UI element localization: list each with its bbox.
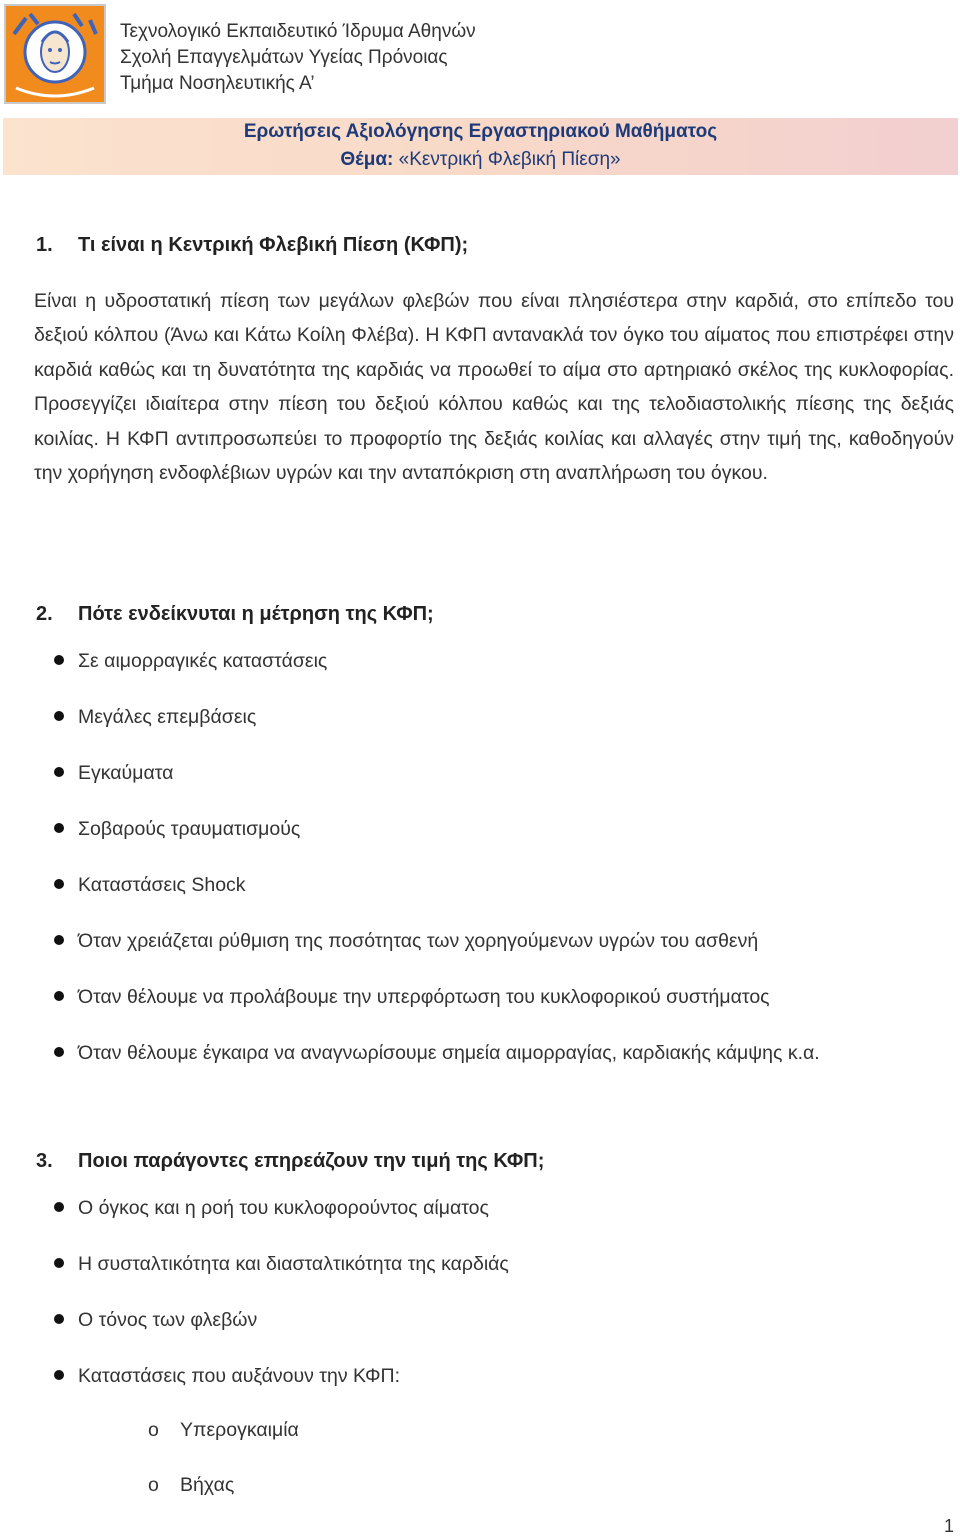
question-number: 2. [36, 603, 53, 625]
list-item [54, 1042, 820, 1065]
department-name: Τμήμα Νοσηλευτικής Α’ [120, 73, 315, 94]
sub-bullet-marker: o [148, 1419, 159, 1441]
bullet-dot [54, 1314, 64, 1324]
bullet-dot [54, 711, 64, 721]
list-item [54, 986, 770, 1009]
page-number: 1 [943, 1516, 954, 1536]
bullet-dot [54, 1047, 64, 1057]
list-item-text: Όταν χρειάζεται ρύθμιση της ποσότητας των χορηγούμενων υγρών του ασθενή [78, 930, 759, 952]
bullet-dot [54, 1370, 64, 1380]
list-item [54, 1365, 400, 1388]
list-item [54, 1197, 489, 1220]
document-topic [3, 149, 958, 171]
institution-name: Τεχνολογικό Εκπαιδευτικό Ίδρυμα Αθηνών [120, 21, 476, 42]
bullet-dot [54, 823, 64, 833]
list-item [54, 874, 246, 897]
list-item-text: Σε αιμορραγικές καταστάσεις [78, 650, 328, 672]
bullet-dot [54, 655, 64, 665]
question-text: Τι είναι η Κεντρική Φλεβική Πίεση (ΚΦΠ); [78, 234, 469, 256]
sub-list-item [148, 1419, 299, 1442]
list-item-text: Εγκαύματα [78, 762, 174, 784]
question-text: Ποιοι παράγοντες επηρεάζουν την τιμή της ΚΦΠ; [78, 1150, 545, 1172]
list-item [54, 650, 327, 673]
tei-athens-logo [4, 4, 106, 104]
answer-paragraph: Είναι η υδροστατική πίεση των μεγάλων φλεβών που είναι πλησιέστερα στην καρδιά, στο επίπεδο του δεξιού κόλπου (Άνω και Κάτω Κοίλη Φλέβα). Η ΚΦΠ αντανακλά τον όγκο του αίματος που επιστρέφει στην καρδιά καθώς και τη δυνατότητα της καρδιάς να προωθεί το αίμα στο αρτηριακό σκέλος της κυκλοφορίας. Προσεγγίζει ιδιαίτερα στην πίεση του δεξιού κόλπου καθώς και της τελοδιαστολικής πίεσης της δεξιάς κοιλίας. Η ΚΦΠ αντιπροσωπεύει το προφορτίο της δεξιάς κοιλίας και αλλαγές στην τιμή της, καθοδηγούν την χορήγηση ενδοφλέβιων υγρών και την ανταπόκριση στη αναπλήρωση του όγκου. [34, 290, 954, 485]
sub-list-item [148, 1474, 234, 1497]
list-item-text: Σοβαρούς τραυματισμούς [78, 818, 301, 840]
bullet-dot [54, 935, 64, 945]
question-heading [36, 603, 434, 626]
question-heading [36, 1150, 544, 1173]
list-item-text: Καταστάσεις Shock [78, 874, 246, 896]
list-item-text: Μεγάλες επεμβάσεις [78, 706, 257, 728]
list-item-text: Ο τόνος των φλεβών [78, 1309, 258, 1331]
topic-value: «Κεντρική Φλεβική Πίεση» [398, 149, 621, 170]
question-number: 3. [36, 1150, 53, 1172]
list-item-text: Όταν θέλουμε έγκαιρα να αναγνωρίσουμε σημεία αιμορραγίας, καρδιακής κάμψης κ.α. [78, 1042, 820, 1064]
question-heading [36, 234, 468, 257]
list-item [54, 1253, 509, 1276]
question-text: Πότε ενδείκνυται η μέτρηση της ΚΦΠ; [78, 603, 434, 625]
list-item [54, 1309, 257, 1332]
institution-header [120, 19, 476, 97]
sub-bullet-marker: o [148, 1474, 159, 1496]
bullet-dot [54, 879, 64, 889]
list-item [54, 706, 256, 729]
list-item-text: Καταστάσεις που αυξάνουν την ΚΦΠ: [78, 1365, 401, 1387]
bullet-dot [54, 1202, 64, 1212]
list-item-text: Ο όγκος και η ροή του κυκλοφορούντος αίματος [78, 1197, 489, 1219]
question-number: 1. [36, 234, 53, 256]
bullet-dot [54, 991, 64, 1001]
list-item [54, 818, 300, 841]
list-item-text: Όταν θέλουμε να προλάβουμε την υπερφόρτωση του κυκλοφορικού συστήματος [78, 986, 770, 1008]
document-title: Ερωτήσεις Αξιολόγησης Εργαστηριακού Μαθήματος [243, 121, 718, 142]
sub-list-item-text: Βήχας [180, 1474, 235, 1496]
title-band [3, 118, 958, 175]
bullet-dot [54, 767, 64, 777]
school-name: Σχολή Επαγγελμάτων Υγείας Πρόνοιας [120, 47, 448, 68]
topic-label: Θέμα: [340, 149, 394, 170]
bullet-dot [54, 1258, 64, 1268]
list-item-text: Η συσταλτικότητα και διασταλτικότητα της καρδιάς [78, 1253, 509, 1275]
sub-list-item-text: Υπερογκαιμία [180, 1419, 299, 1441]
list-item [54, 930, 758, 953]
list-item [54, 762, 173, 785]
